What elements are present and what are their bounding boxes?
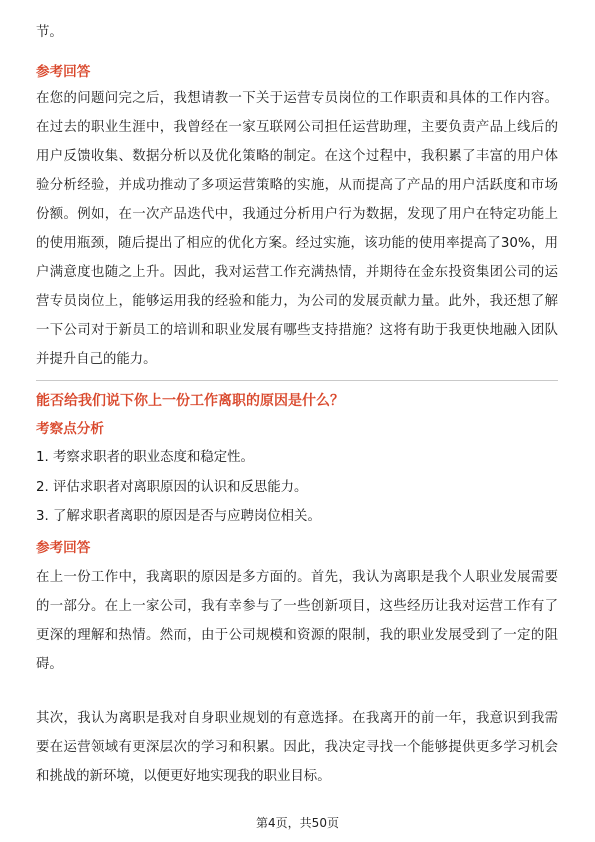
analysis-item: 2. 评估求职者对离职原因的认识和反思能力。	[36, 480, 308, 495]
answer-paragraph: 在上一份工作中，我离职的原因是多方面的。首先，我认为离职是我个人职业发展需要的一部分。在上一家公司，我有幸参与了一些创新项目，这些经历让我对运营工作有了更深的理解和热情。然而，由于公司规模和资源的限制，我的职业发展受到了一定的阻碍。	[36, 570, 558, 672]
answer-label: 参考回答	[36, 540, 91, 556]
analysis-item: 1. 考察求职者的职业态度和稳定性。	[36, 450, 254, 465]
analysis-item: 3. 了解求职者离职的原因是否与应聘岗位相关。	[36, 509, 321, 524]
answer-label: 参考回答	[36, 64, 91, 80]
answer-text: 在您的问题问完之后，我想请教一下关于运营专员岗位的工作职责和具体的工作内容。在过去的职业生涯中，我曾经在一家互联网公司担任运营助理，主要负责产品上线后的用户反馈收集、数据分析以及优化策略的制定。在这个过程中，我积累了丰富的用户体验分析经验，并成功推动了多项运营策略的实施，从而提高了产品的用户活跃度和市场份额。例如，在一次产品迭代中，我通过分析用户行为数据，发现了用户在特定功能上的使用瓶颈，随后提出了相应的优化方案。经过实施，该功能的使用率提高了30%，用户满意度也随之上升。因此，我对运营工作充满热情，并期待在金东投资集团公司的运营专员岗位上，能够运用我的经验和能力，为公司的发展贡献力量。此外，我还想了解一下公司对于新员工的培训和职业发展有哪些支持措施？这将有助于我更快地融入团队并提升自己的能力。	[36, 91, 558, 367]
answer-paragraph: 其次，我认为离职是我对自身职业规划的有意选择。在我离开的前一年，我意识到我需要在运营领域有更深层次的学习和积累。因此，我决定寻找一个能够提供更多学习机会和挑战的新环境，以便更好地实现我的职业目标。	[36, 711, 558, 784]
question-heading: 能否给我们说下你上一份工作离职的原因是什么？	[36, 393, 344, 409]
analysis-label: 考察点分析	[36, 421, 104, 437]
continued-text: 节。	[36, 25, 63, 40]
section-divider	[36, 380, 558, 381]
page-number: 第4页，共50页	[256, 816, 339, 830]
